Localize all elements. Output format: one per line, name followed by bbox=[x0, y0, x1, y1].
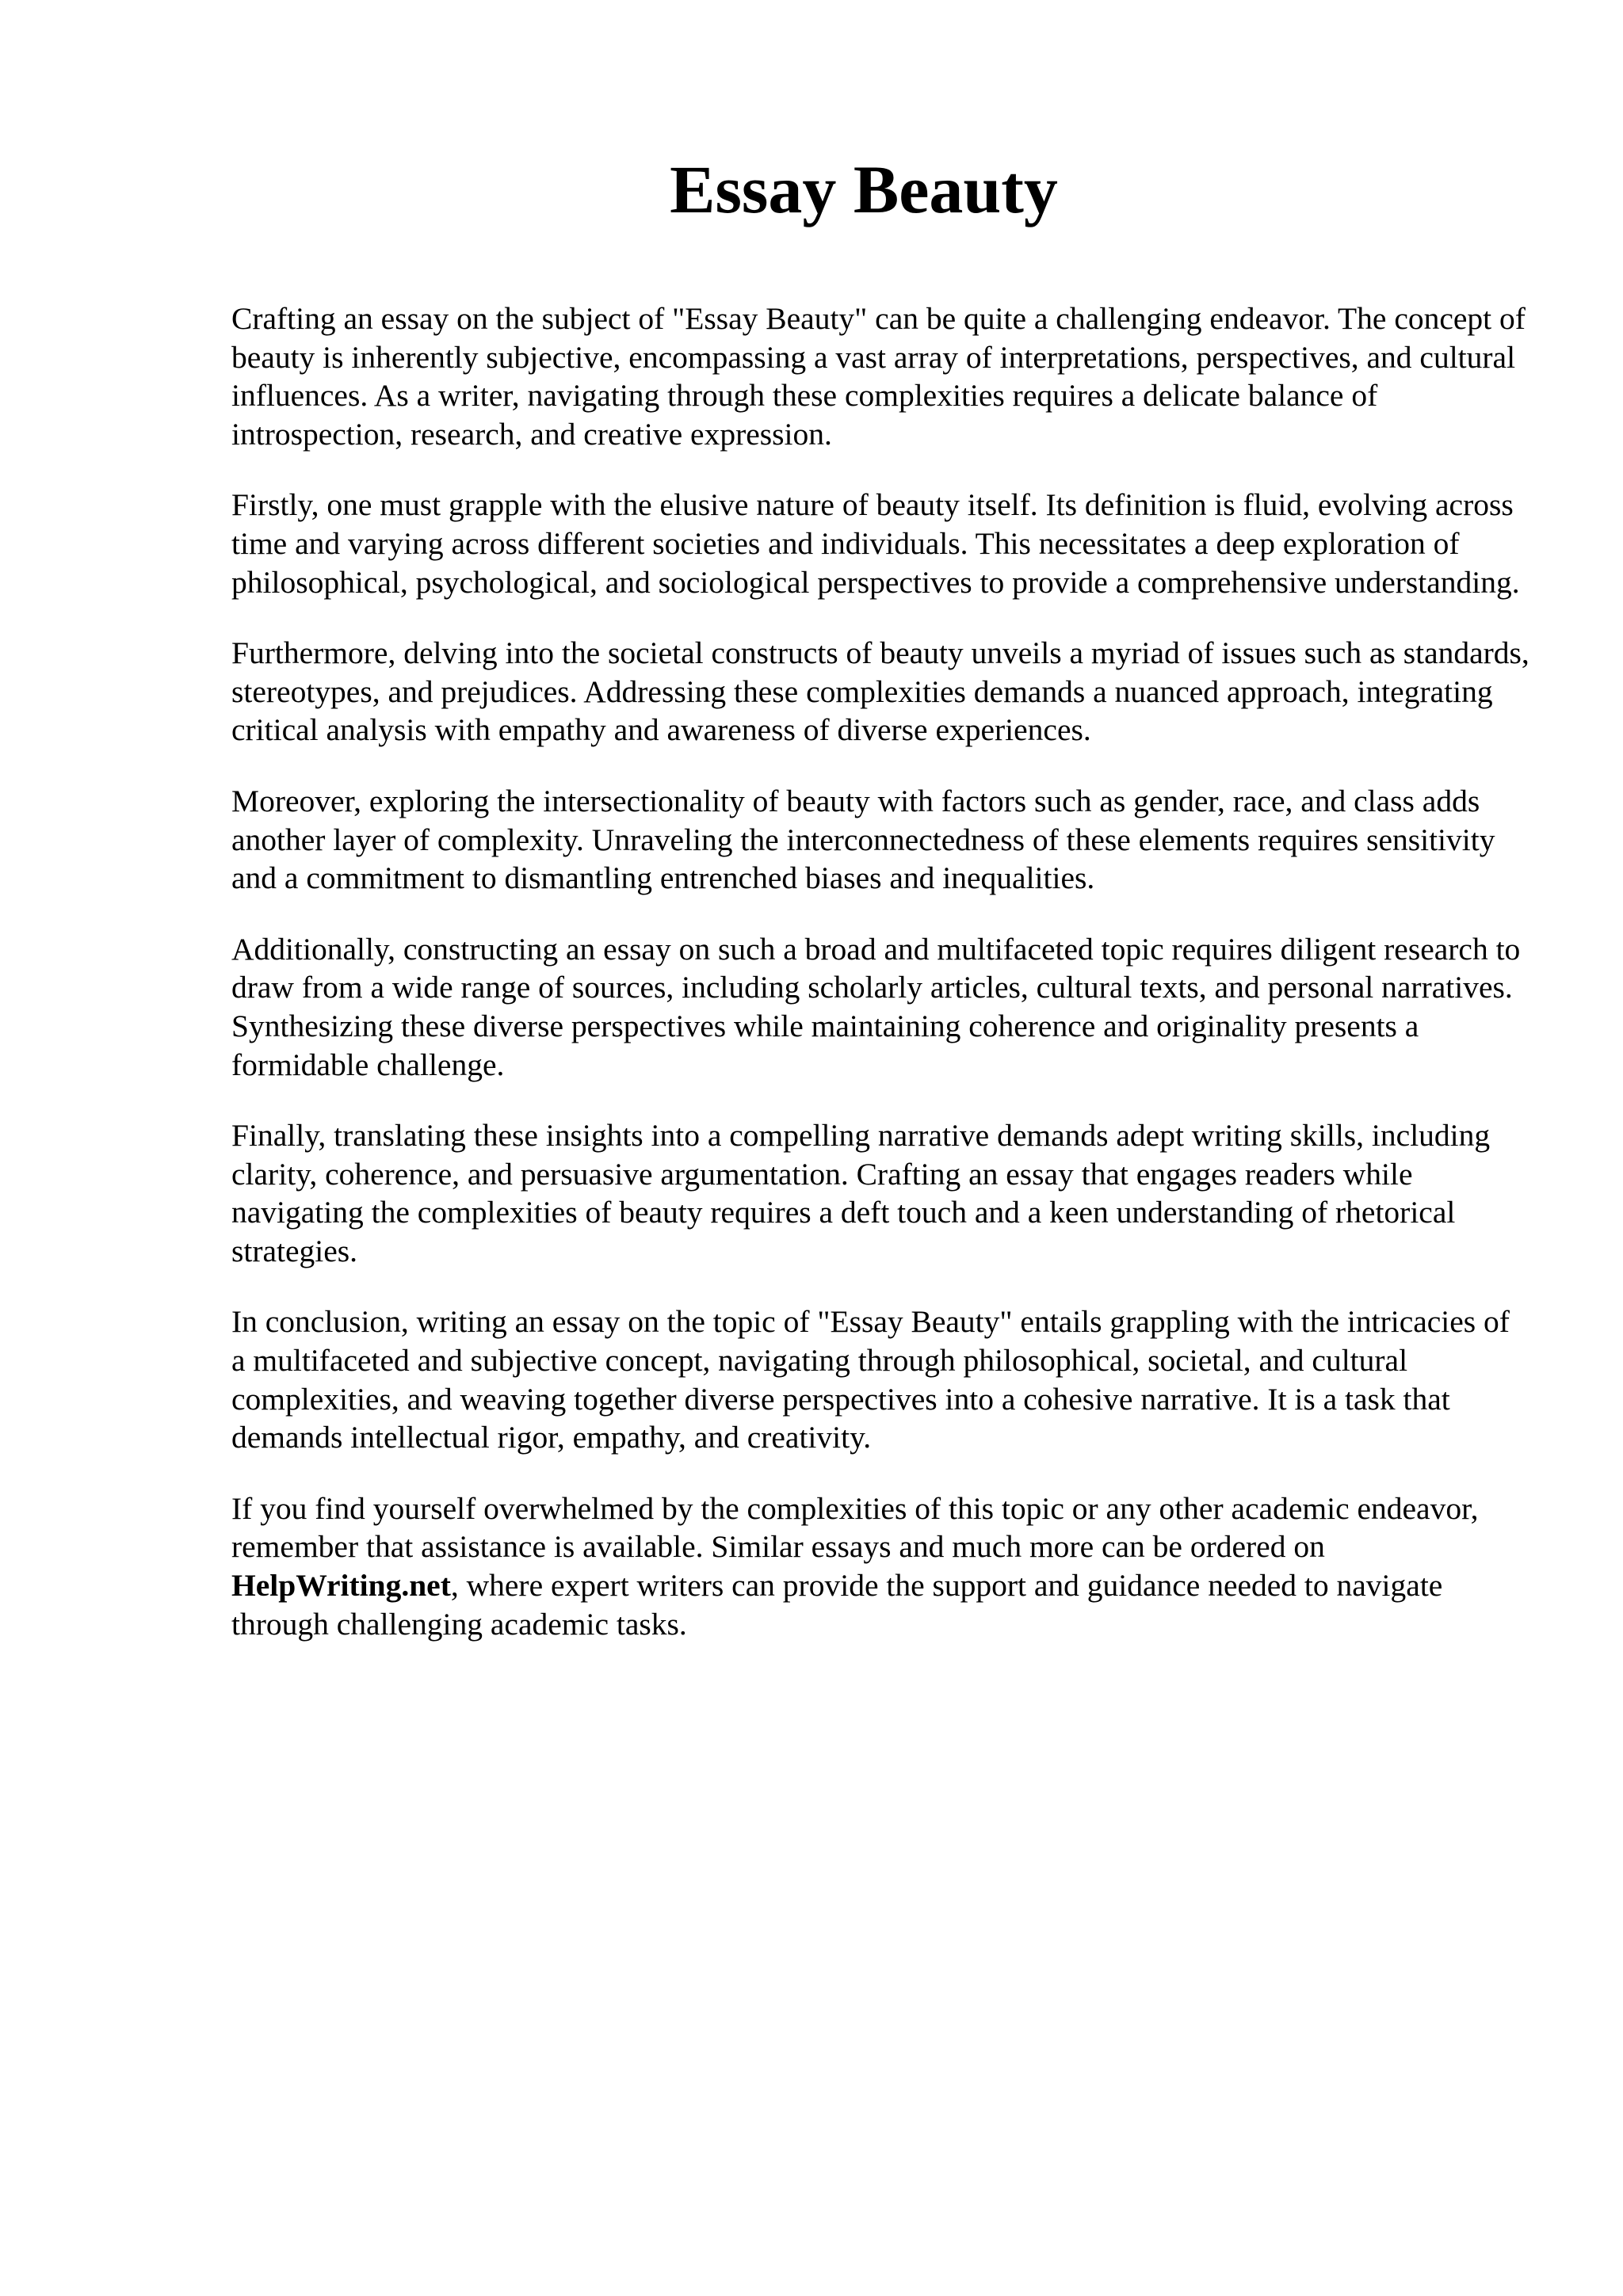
paragraph-firstly: Firstly, one must grapple with the elusive nature of beauty itself. Its definition is fluid, evolving across time and varying across different societies and individuals. This necessitates a deep exploration of philosophical, psychological, and sociological perspectives to provide a comprehensive understanding. bbox=[231, 487, 1520, 600]
paragraph-additionally: Additionally, constructing an essay on such a broad and multifaceted topic requires diligent research to draw from a wide range of sources, including scholarly articles, cultural texts, and personal narratives. Synthesizing these diverse perspectives while maintaining coherence and originality presents a formidable challenge. bbox=[231, 931, 1521, 1082]
document-body bbox=[231, 299, 1531, 1676]
paragraph-moreover: Moreover, exploring the intersectionality of beauty with factors such as gender, race, and class adds another layer of complexity. Unraveling the interconnectedness of these elements requires sensitivity and a commitment to dismantling entrenched biases and inequalities. bbox=[231, 783, 1495, 896]
helpwriting-brand-link[interactable]: HelpWriting.net bbox=[231, 1568, 451, 1604]
paragraph-furthermore: Furthermore, delving into the societal constructs of beauty unveils a myriad of issues such as standards, stereotypes, and prejudices. Addressing these complexities demands a nuanced approach, integrating critical analysis with empathy and awareness of diverse experiences. bbox=[231, 635, 1529, 748]
paragraph-closing bbox=[231, 1489, 1531, 1643]
paragraph-intro: Crafting an essay on the subject of "Essay Beauty" can be quite a challenging endeavor. The concept of beauty is inherently subjective, encompassing a vast array of interpretations, perspectives, and cultural influences. As a writer, navigating through these complexities requires a delicate balance of introspection, research, and creative expression. bbox=[231, 301, 1526, 452]
document-title: Essay Beauty bbox=[670, 151, 1058, 227]
paragraph-finally: Finally, translating these insights into a compelling narrative demands adept writing skills, including clarity, coherence, and persuasive argumentation. Crafting an essay that engages readers while navigating the complexities of beauty requires a deft touch and a keen understanding of rhetorical strategies. bbox=[231, 1118, 1491, 1268]
closing-text-before: If you find yourself overwhelmed by the complexities of this topic or any other academic endeavor, remember that assistance is available. Similar essays and much more can be ordered on bbox=[231, 1490, 1479, 1565]
closing-text-after: , where expert writers can provide the support and guidance needed to navigate through challenging academic tasks. bbox=[231, 1568, 1443, 1642]
paragraph-conclusion: In conclusion, writing an essay on the topic of "Essay Beauty" entails grappling with the intricacies of a multifaceted and subjective concept, navigating through philosophical, societal, and cultural complexities, and weaving together diverse perspectives into a cohesive narrative. It is a task that demands intellectual rigor, empathy, and creativity. bbox=[231, 1304, 1510, 1455]
